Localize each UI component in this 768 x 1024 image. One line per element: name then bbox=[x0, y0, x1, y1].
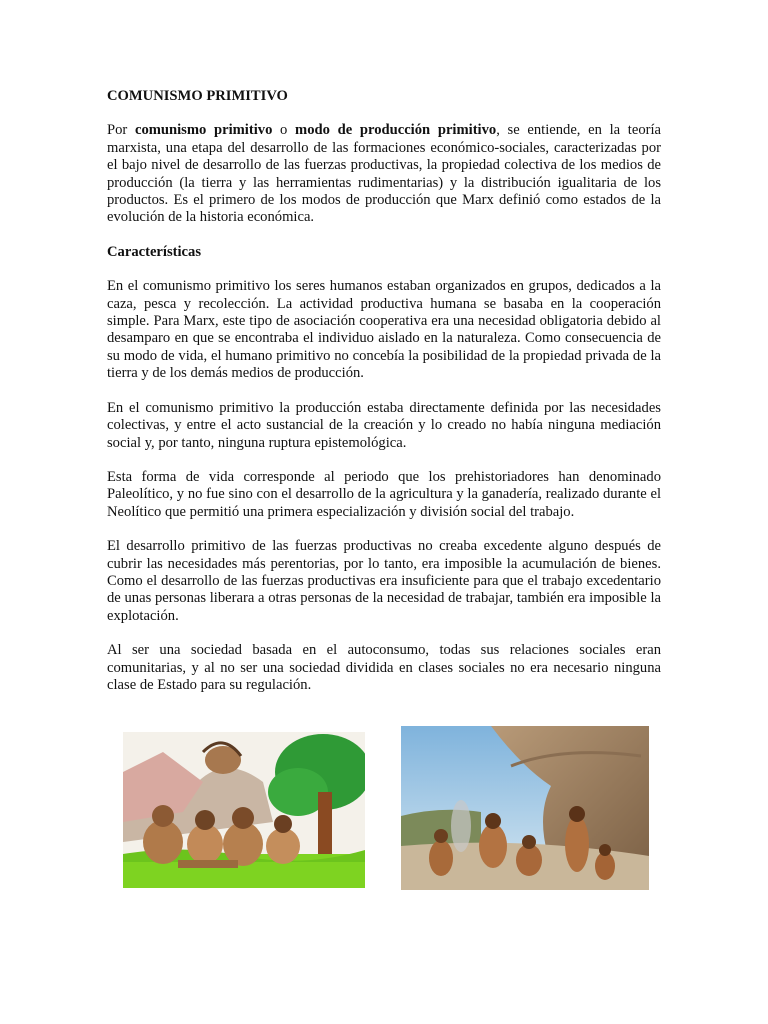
intro-text-3: , se entiende, en la teoría marxista, una etapa del desarrollo de las formaciones económico-sociales, caracterizadas por el bajo nivel de desarrollo de las fuerzas productivas, la propiedad colectiva de los medios de producción (la tierra y las herramientas rudimentarias) y la distribución igualitaria de los productos. Es el primero de los modos de producción que Marx definió como estados de la evolución de la historia económica. bbox=[107, 122, 662, 226]
paragraph-2: En el comunismo primitivo la producción estaba directamente definida por las necesidades colectivas, y entre el acto sustancial de la creación y lo creado no había ninguna mediación social y, por tanto, ninguna ruptura epistemológica. bbox=[107, 399, 661, 451]
intro-text-2: o bbox=[272, 122, 296, 139]
intro-paragraph bbox=[107, 122, 661, 226]
document-body bbox=[107, 88, 661, 711]
paragraph-4: El desarrollo primitivo de las fuerzas productivas no creaba excedente alguno después de cubrir las necesidades más perentorias, por lo tanto, era imposible la acumulación de bienes. Como el desarrollo de las fuerzas productivas era insuficiente para que el trabajo excedentario de unas personas liberara a otras personas de la necesidad de trabajar, también era imposible la explotación. bbox=[107, 538, 661, 624]
paragraph-3: Esta forma de vida corresponde al periodo que los prehistoriadores han denominado Paleolítico, y no fue sino con el desarrollo de la agricultura y la ganadería, realizado durante el Neolítico que permitió una primera especialización y división social del trabajo. bbox=[107, 468, 661, 520]
primitive-group-illustration bbox=[123, 732, 365, 888]
paragraph-5: Al ser una sociedad basada en el autoconsumo, todas sus relaciones sociales eran comunitarias, y al no ser una sociedad dividida en clases sociales no era necesario ninguna clase de Estado para su regulación. bbox=[107, 642, 661, 693]
document-title: COMUNISMO PRIMITIVO bbox=[107, 88, 288, 104]
term-modo-produccion: modo de producción primitivo bbox=[295, 122, 497, 139]
section-heading: Características bbox=[107, 243, 202, 260]
term-comunismo-primitivo: comunismo primitivo bbox=[134, 122, 273, 139]
intro-text-1: Por bbox=[107, 122, 135, 139]
paragraph-1: En el comunismo primitivo los seres humanos estaban organizados en grupos, dedicados a la caza, pesca y recolección. La actividad productiva humana se basaba en la cooperación simple. Para Marx, este tipo de asociación cooperativa era una necesidad obligatoria debido al desamparo en que se encontraba el individuo aislado en la naturaleza. Como consecuencia de su modo de vida, el humano primitivo no concebía la posibilidad de la propiedad privada de la tierra y de los demás medios de producción. bbox=[107, 278, 661, 382]
rock-shelter-illustration bbox=[401, 726, 649, 890]
